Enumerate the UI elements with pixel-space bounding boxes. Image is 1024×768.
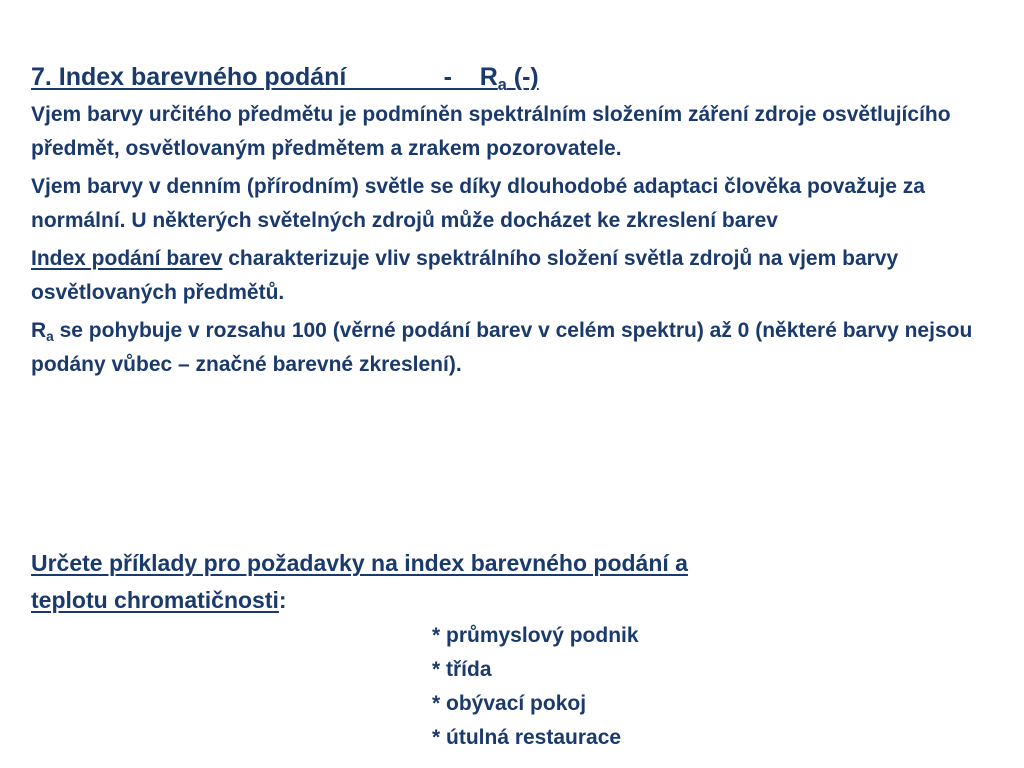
cri-definition-text: charakterizuje vliv spektrálního složení světla zdrojů na vjem barvy osvětlovaných předmětů. bbox=[31, 247, 899, 304]
heading-unit: (-) bbox=[506, 63, 539, 91]
ra-symbol: R bbox=[31, 319, 47, 342]
heading-title: 7. Index barevného podání - R bbox=[31, 63, 498, 91]
paragraph-ra-range bbox=[31, 314, 1001, 382]
task-items-list bbox=[432, 619, 639, 755]
task-title bbox=[31, 545, 1001, 582]
list-item: * průmyslový podnik bbox=[432, 624, 639, 647]
task-title-underlined: teplotu chromatičnosti bbox=[31, 587, 279, 613]
paragraph-daylight-adaptation: Vjem barvy v denním (přírodním) světle se díky dlouhodobé adaptaci člověka považuje za normální. U některých světelných zdrojů může docházet ke zkreslení barev bbox=[31, 175, 925, 232]
heading-subscript: a bbox=[497, 75, 507, 94]
paragraph-cri-definition bbox=[31, 242, 1001, 310]
cri-term: Index podání barev bbox=[31, 247, 223, 270]
slide-content bbox=[31, 60, 1001, 386]
slide-heading bbox=[31, 60, 1001, 94]
task-title-colon: : bbox=[278, 587, 287, 613]
list-item: * útulná restaurace bbox=[432, 726, 622, 749]
paragraph-color-perception: Vjem barvy určitého předmětu je podmíněn spektrálním složením záření zdroje osvětlujícího předmět, osvětlovaným předmětem a zrakem pozorovatele. bbox=[31, 103, 951, 160]
task-title-line2 bbox=[31, 582, 1001, 619]
ra-range-text: se pohybuje v rozsahu 100 (věrné podání barev v celém spektru) až 0 (některé barvy nejsou podány vůbec – značné barevné zkreslení). bbox=[31, 319, 973, 376]
task-section bbox=[31, 545, 1001, 619]
task-title-line1: Určete příklady pro požadavky na index barevného podání a bbox=[31, 550, 688, 576]
list-item: * obývací pokoj bbox=[432, 692, 587, 715]
list-item: * třída bbox=[432, 658, 492, 681]
ra-subscript: a bbox=[46, 329, 54, 345]
